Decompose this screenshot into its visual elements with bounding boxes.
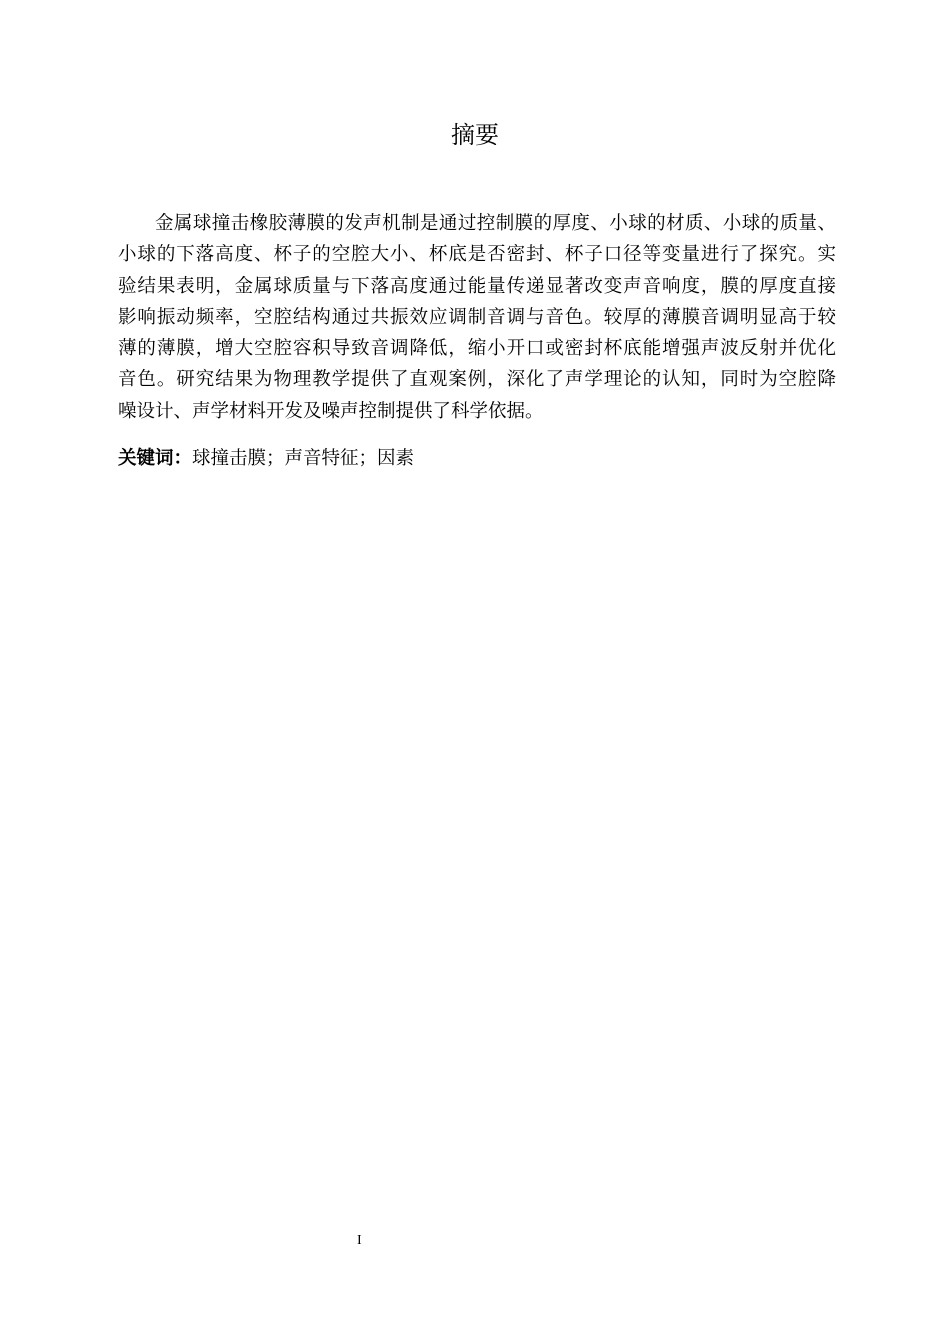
abstract-line: 金属球撞击橡胶薄膜的发声机制是通过控制膜的厚度、小球的材质、小球的质量、 [155, 213, 836, 234]
abstract-line: 音色。研究结果为物理教学提供了直观案例，深化了声学理论的认知，同时为空腔降 [118, 369, 836, 391]
abstract-line: 影响振动频率，空腔结构通过共振效应调制音调与音色。较厚的薄膜音调明显高于较 [118, 306, 836, 328]
abstract-line: 验结果表明，金属球质量与下落高度通过能量传递显著改变声音响度，膜的厚度直接 [118, 275, 836, 297]
abstract-body [118, 208, 836, 427]
page-number: I [357, 1233, 362, 1248]
keywords-value: 球撞击膜；声音特征；因素 [192, 448, 415, 469]
abstract-line: 小球的下落高度、杯子的空腔大小、杯底是否密封、杯子口径等变量进行了探究。实 [118, 244, 836, 266]
page-title: 摘要 [451, 121, 499, 149]
keywords-label: 关键词： [118, 448, 193, 469]
abstract-line: 薄的薄膜，增大空腔容积导致音调降低，缩小开口或密封杯底能增强声波反射并优化 [118, 338, 836, 360]
keywords [118, 445, 414, 473]
abstract-line: 噪设计、声学材料开发及噪声控制提供了科学依据。 [118, 400, 544, 422]
